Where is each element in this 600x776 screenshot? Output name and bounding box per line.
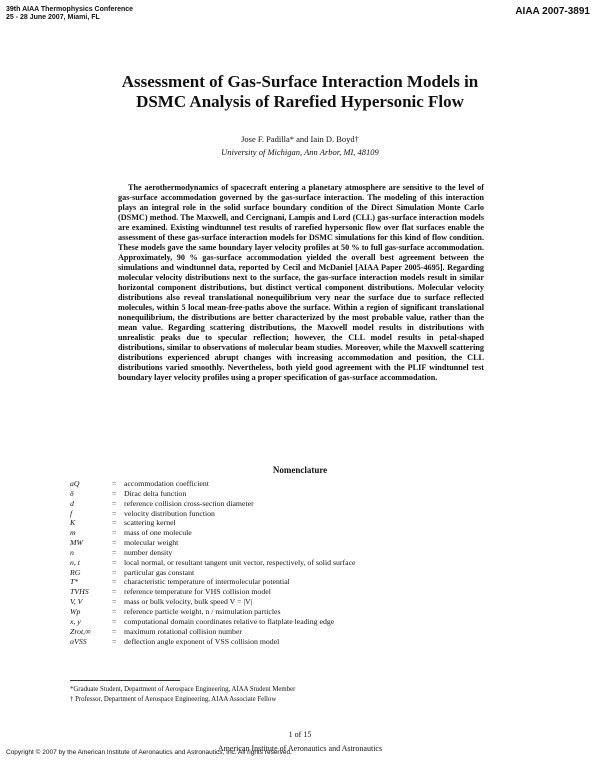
footnote-first: *Graduate Student, Department of Aerospace Engineering, AIAA Student Member — [70, 686, 296, 693]
nomenclature-symbol: n — [70, 547, 74, 557]
nomenclature-equals: = — [112, 488, 117, 498]
abstract: The aerothermodynamics of spacecraft entering a planetary atmosphere are sensitive to the level of gas-surface accommodation governed by the gas-surface interaction. The modeling of this interaction plays an integral role in the solid surface boundary condition of the Direct Simulation Monte Carlo (DSMC) method. The Maxwell, and Cercignani, Lampis and Lord (CLL) gas-surface interaction models are examined. Existing windtunnel test results of rarefied hypersonic flow over flat surfaces enable the assessment of these gas-surface interaction models for DSMC simulations for this kind of flow condition. These models gave the same boundary layer velocity profiles at 50 % to full gas-surface accommodation. Approximately, 90 % gas-surface accommodation yielded the overall best agreement between the simulations and windtunnel data, reported by Cecil and McDaniel [AIAA Paper 2005-4695]. Regarding molecular velocity distributions next to the surface, the gas-surface interaction models result in similar horizontal component distributions, but distinct vertical component distributions. Molecular velocity distributions also reveal translational nonequilibrium very near the surface due to surface reflected molecules, within 5 local mean-free-paths above the surface. Within a region of significant translational nonequilibrium, the distributions are better characterized by the most probable value, rather than the mean value. Regarding scattering distributions, the Maxwell model results in distributions with unrealistic peaks due to specular reflection; however, the CLL model results in petal-shaped distributions, similar to observations of molecular beam studies. Moreover, while the Maxwell scattering distributions experienced abrupt changes with increasing accommodation and position, the CLL distributions varied smoothly. Nevertheless, both yield good agreement with the PLIF windtunnel test boundary layer velocity profiles using a proper specification of gas-surface accommodation. — [118, 183, 484, 383]
nomenclature-definition: reference particle weight, n / nsimulation particles — [124, 606, 281, 616]
nomenclature-symbol: δ — [70, 488, 74, 498]
nomenclature-equals: = — [112, 528, 117, 538]
nomenclature-equals: = — [112, 547, 117, 557]
nomenclature-definition: deflection angle exponent of VSS collision model — [124, 636, 280, 646]
nomenclature-row — [70, 479, 550, 489]
nomenclature-row — [70, 518, 550, 528]
nomenclature-definition: local normal, or resultant tangent unit vector, respectively, of solid surface — [124, 557, 356, 567]
nomenclature-equals: = — [112, 498, 117, 508]
nomenclature-symbol: m — [70, 528, 76, 538]
nomenclature-row — [70, 587, 550, 597]
nomenclature-equals: = — [112, 626, 117, 636]
nomenclature-symbol: K — [70, 518, 76, 528]
copyright-notice: Copyright © 2007 by the American Institute of Aeronautics and Astronautics, Inc. All rights reserved. — [6, 749, 292, 756]
nomenclature-definition: mass or bulk velocity, bulk speed V = |V| — [124, 597, 253, 607]
nomenclature-symbol: T* — [70, 577, 79, 587]
nomenclature-equals: = — [112, 636, 117, 646]
nomenclature-equals: = — [112, 567, 117, 577]
nomenclature-definition: mass of one molecule — [124, 528, 192, 538]
title-line-2: DSMC Analysis of Rarefied Hypersonic Flow — [136, 92, 464, 111]
nomenclature-row — [70, 509, 550, 519]
nomenclature-title: Nomenclature — [272, 465, 328, 475]
nomenclature-row — [70, 499, 550, 509]
nomenclature-symbol: aQ — [70, 479, 80, 488]
nomenclature-equals: = — [112, 508, 117, 518]
paper-number: AIAA 2007-3891 — [515, 6, 590, 17]
conference-name: 39th AIAA Thermophysics Conference — [6, 6, 134, 13]
nomenclature-equals: = — [112, 518, 117, 528]
nomenclature-definition: computational domain coordinates relative to flatplate leading edge — [124, 616, 335, 626]
nomenclature-symbol: x, y — [70, 616, 81, 626]
nomenclature-row — [70, 538, 550, 548]
institute-footer: American Institute of Aeronautics and Astronautics — [217, 744, 383, 753]
nomenclature-symbol: f — [70, 508, 73, 518]
nomenclature-symbol: MW — [70, 538, 83, 548]
nomenclature-definition: number density — [124, 547, 173, 557]
nomenclature-symbol: d — [70, 498, 74, 508]
nomenclature-symbol: TVHS — [70, 587, 89, 597]
nomenclature-equals: = — [112, 597, 117, 607]
nomenclature-row — [70, 568, 550, 578]
footnote-divider — [70, 680, 180, 681]
conference-header — [6, 6, 133, 22]
nomenclature-definition: reference collision cross-section diameter — [124, 498, 254, 508]
nomenclature-row — [70, 558, 550, 568]
conference-date: 25 - 28 June 2007, Miami, FL — [6, 14, 100, 21]
nomenclature-symbol: V, V — [70, 597, 83, 607]
nomenclature-equals: = — [112, 479, 117, 488]
nomenclature-definition: accommodation coefficient — [124, 479, 209, 488]
nomenclature-definition: scattering kernel — [124, 518, 176, 528]
nomenclature-row — [70, 637, 550, 647]
affiliation: University of Michigan, Ann Arbor, MI, 48109 — [221, 147, 379, 157]
nomenclature-definition: reference temperature for VHS collision model — [124, 587, 271, 597]
footnote-second: † Professor, Department of Aerospace Engineering, AIAA Associate Fellow — [70, 696, 277, 703]
nomenclature-row — [70, 607, 550, 617]
nomenclature-symbol: Wp — [70, 606, 81, 616]
nomenclature-equals: = — [112, 587, 117, 597]
authors: Jose F. Padilla* and Iain D. Boyd† — [241, 134, 359, 144]
nomenclature-row — [70, 528, 550, 538]
title-line-1: Assessment of Gas-Surface Interaction Models in — [121, 72, 479, 91]
nomenclature-row — [70, 489, 550, 499]
nomenclature-row — [70, 597, 550, 607]
nomenclature-equals: = — [112, 616, 117, 626]
nomenclature-equals: = — [112, 557, 117, 567]
nomenclature-row — [70, 577, 550, 587]
nomenclature-row — [70, 548, 550, 558]
paper-title — [60, 72, 540, 112]
nomenclature-equals: = — [112, 577, 117, 587]
nomenclature-symbol: αVSS — [70, 636, 87, 646]
nomenclature-definition: molecular weight — [124, 538, 179, 548]
nomenclature-definition: Dirac delta function — [124, 488, 187, 498]
nomenclature-symbol: RG — [70, 567, 81, 577]
nomenclature-list — [70, 479, 550, 646]
nomenclature-row — [70, 617, 550, 627]
nomenclature-definition: particular gas constant — [124, 567, 195, 577]
nomenclature-equals: = — [112, 606, 117, 616]
nomenclature-row — [70, 627, 550, 637]
page-number: 1 of 15 — [288, 730, 312, 739]
nomenclature-symbol: n, t — [70, 557, 80, 567]
nomenclature-definition: velocity distribution function — [124, 508, 215, 518]
nomenclature-definition: characteristic temperature of intermolecular potential — [124, 577, 290, 587]
nomenclature-symbol: Zrot,∞ — [70, 626, 91, 636]
nomenclature-definition: maximum rotational collision number — [124, 626, 243, 636]
nomenclature-equals: = — [112, 538, 117, 548]
